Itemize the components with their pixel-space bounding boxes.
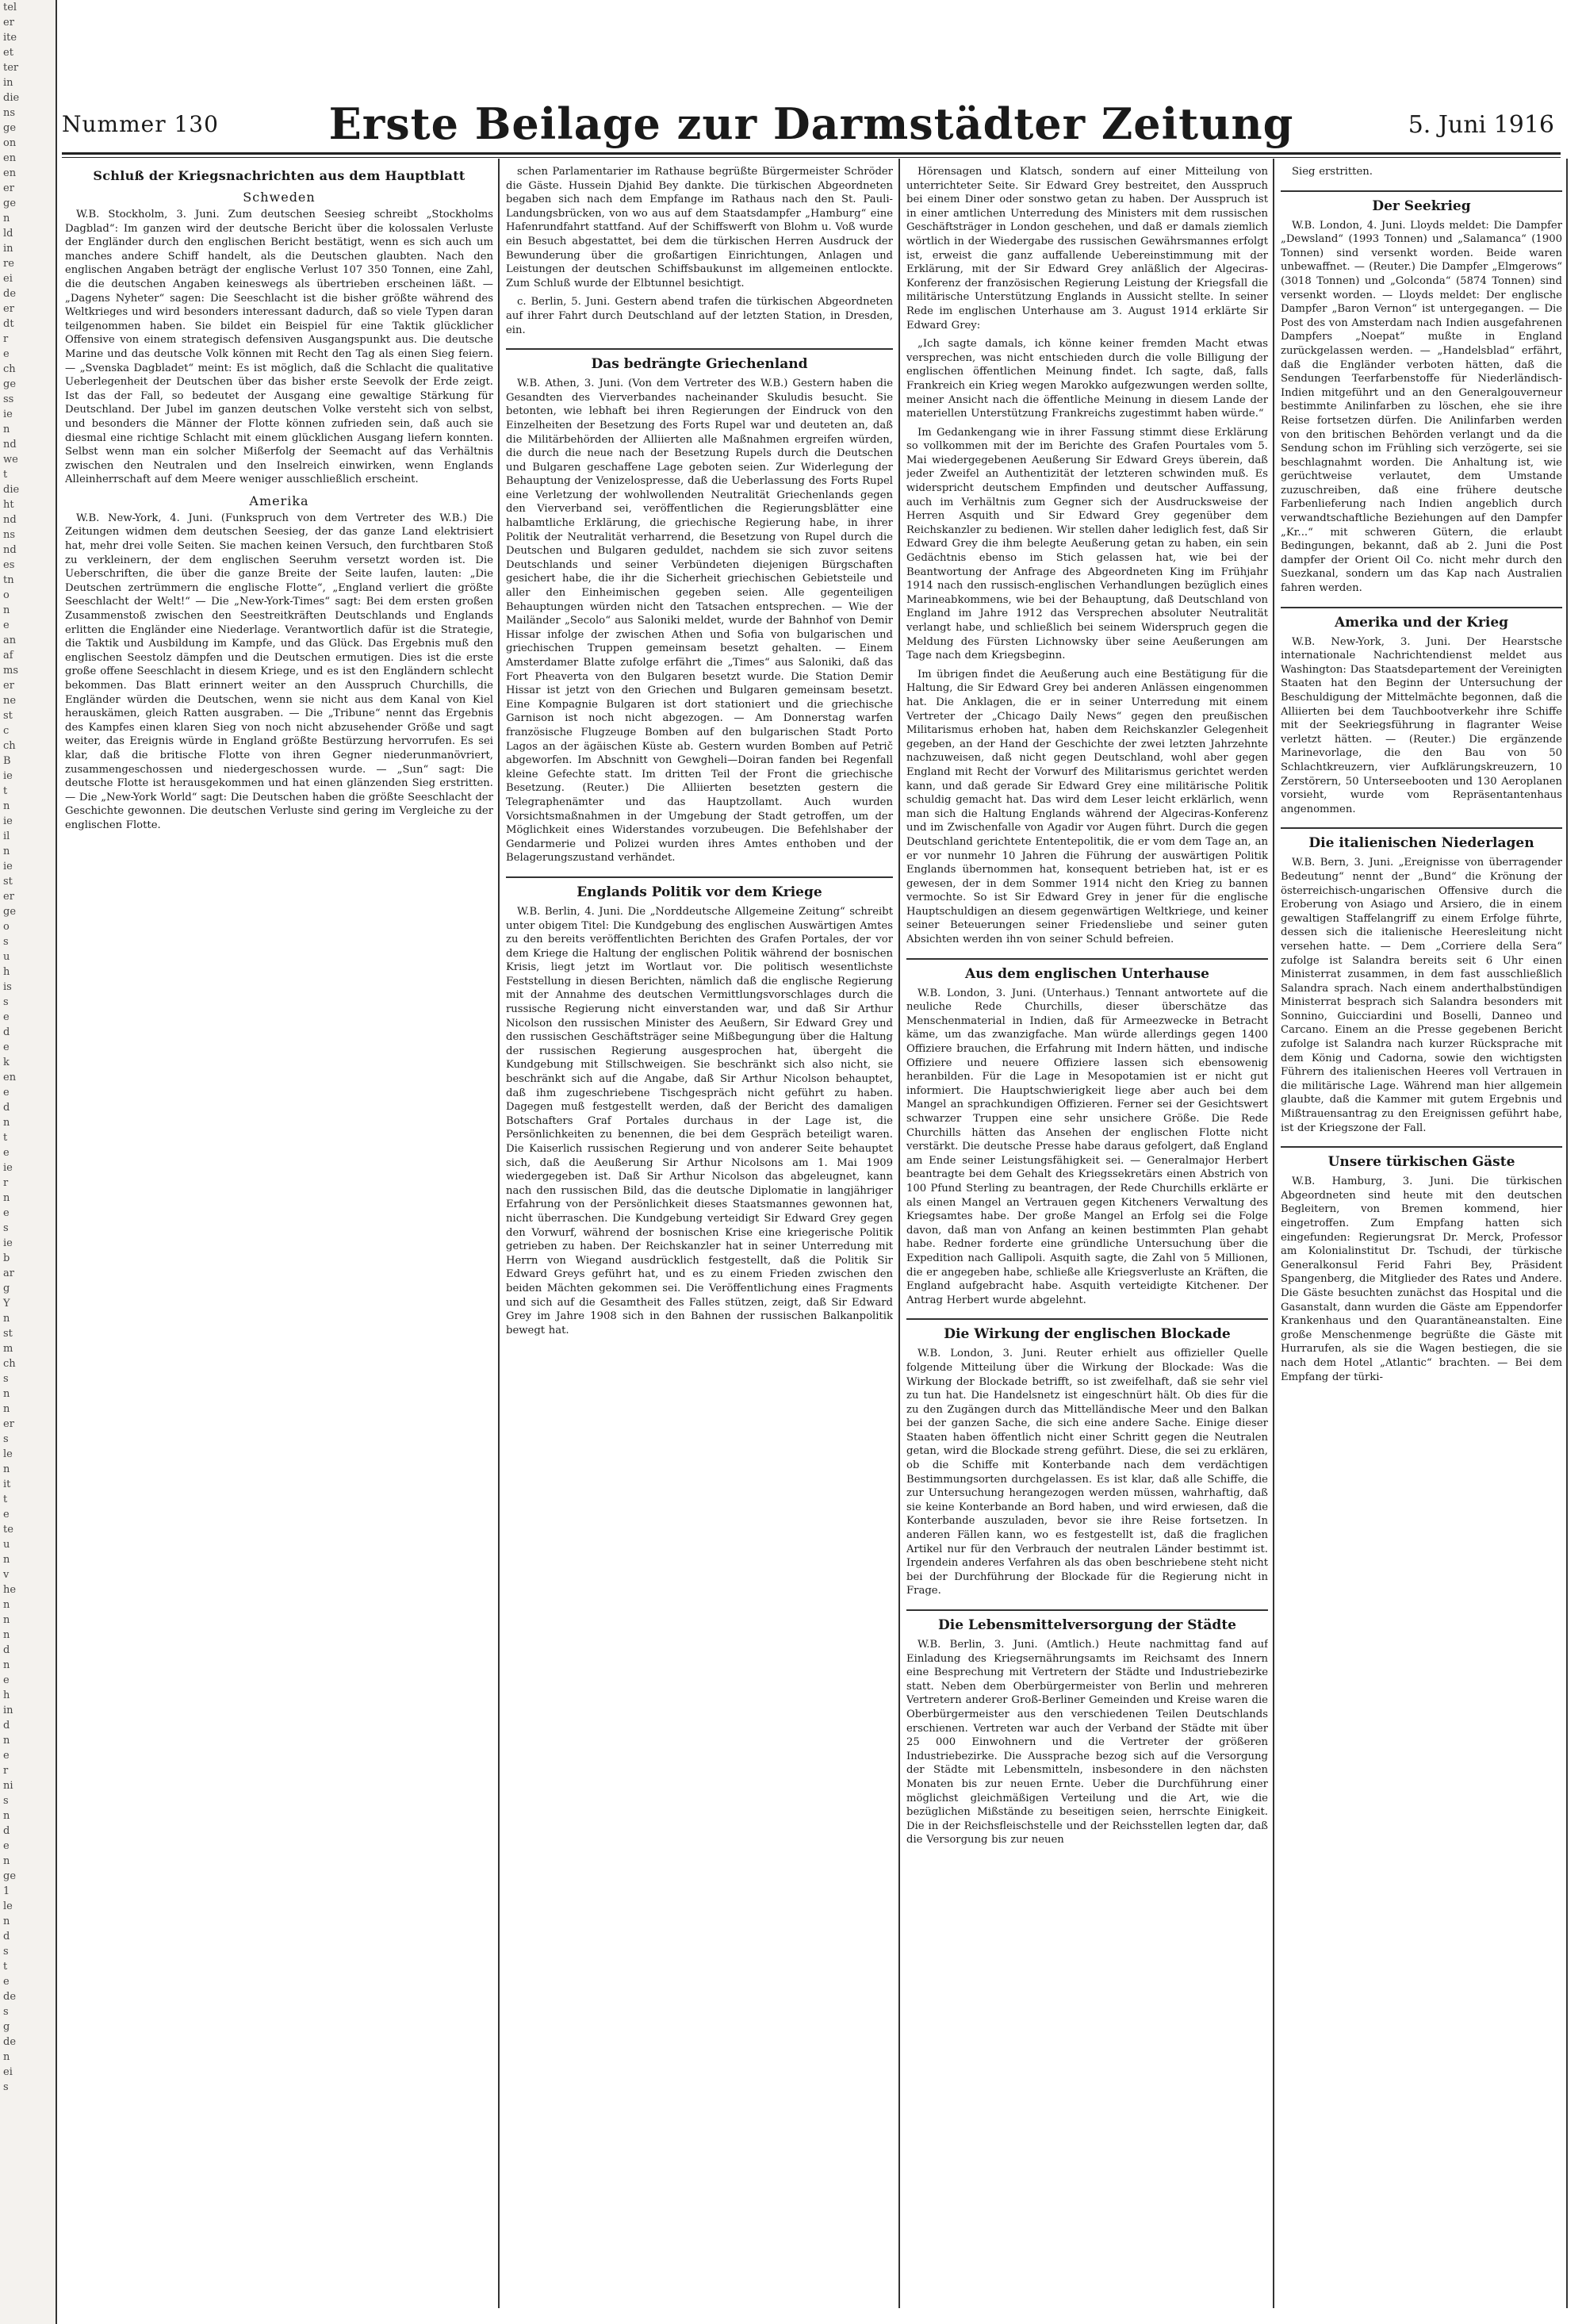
gutter-fragment: dt — [3, 318, 14, 330]
gutter-fragment: ge — [3, 198, 17, 209]
gutter-fragment: r — [3, 333, 9, 345]
gutter-fragment: n — [3, 1916, 10, 1927]
gutter-fragment: r — [3, 1765, 9, 1777]
gutter-fragment: er — [3, 17, 14, 29]
gutter-fragment: h — [3, 1689, 10, 1701]
gutter-fragment: m — [3, 1343, 13, 1355]
gutter-fragment: u — [3, 1539, 10, 1551]
gutter-fragment: o — [3, 589, 10, 601]
article-heading: Die Wirkung der englischen Blockade — [906, 1318, 1268, 1342]
gutter-fragment: nd — [3, 514, 17, 526]
gutter-fragment: ld — [3, 228, 13, 240]
gutter-fragment: st — [3, 1328, 13, 1340]
gutter-fragment: he — [3, 1584, 17, 1596]
gutter-fragment: et — [3, 47, 13, 59]
gutter-fragment: b — [3, 1252, 10, 1264]
gutter-fragment: ns — [3, 107, 16, 119]
gutter-fragment: n — [3, 604, 10, 616]
gutter-fragment: t — [3, 469, 8, 481]
gutter-fragment: ar — [3, 1267, 14, 1279]
gutter-fragment: s — [3, 2006, 9, 2018]
gutter-fragment: Y — [3, 1298, 10, 1310]
article-heading: Englands Politik vor dem Kriege — [506, 876, 893, 900]
gutter-fragment: e — [3, 1509, 10, 1521]
gutter-fragment: e — [3, 1207, 10, 1219]
gutter-fragment: g — [3, 1283, 10, 1294]
gutter-fragment: tn — [3, 574, 14, 586]
gutter-fragment: ne — [3, 695, 17, 707]
article-text: W.B. Hamburg, 3. Juni. Die türkischen Abgeordneten sind heute mit den deutschen Begleitern, von Bremen kommend, hier eingetroffen. Zum Empfang hatten sich eingefunden: Regierungsrat Dr. Merck, Professor am Kolonialinstitut Dr. Tschudi, der türkische Generalkonsul Ferid Fahri Bey, Präsident Spangenberg, die Mitglieder des Rates und Andere. Die Gäste besuchten zunächst das Hospital und die Gasanstalt, dann wurden die Gäste am Eppendorfer Krankenhaus und den Quarantäneanstalten. Eine große Menschenmenge begrüßte die Gäste mit Hurrarufen, als sie die Wagen bestiegen, die sie nach dem Hotel „Atlantic“ brachten. — Bei dem Empfang der türki- — [1281, 1175, 1562, 1383]
article-text: W.B. Athen, 3. Juni. (Von dem Vertreter des W.B.) Gestern haben die Gesandten des Vierverbandes nacheinander Skuludis besucht. Sie betonten, wie lebhaft bei ihren Regierungen der Eindruck von den Einzelheiten der Besetzung des Forts Rupel war und deuteten an, daß die Militärbehörden der Alliierten alle Maßnahmen ergreifen würden, die durch die neue nach der Besetzung Rupels durch die Deutschen und Bulgaren geschaffene Lage geboten seien. Zur Widerlegung der Behauptung der Venizelospresse, daß die Ueberlassung des Forts Rupel eine Verletzung der wohlwollenden Neutralität Griechenlands gegen den Vierverband sei, veröffentlichen die Regierungsblätter eine halbamtliche Erklärung, die griechische Regierung habe, in ihrer Politik der Neutralität verharrend, die Besetzung von Rupel durch die Deutschen und Bulgaren geduldet, nachdem sie sich zuvor seitens Deutschlands und seiner Verbündeten diejenigen Bürgschaften gesichert habe, die ihr die Sicherheit griechischen Gebietsteile und aller den Einheimischen gegeben seien. Alle gegenteiligen Behauptungen würden nicht den Tatsachen entsprechen. — Wie der Mailänder „Secolo“ aus Saloniki meldet, wurde der Bahnhof von Demir Hissar infolge der zwischen Athen und Sofia von bulgarischen und griechischen Truppen gemeinsam besetzt gehalten. — Einem Amsterdamer Blatte zufolge erfährt die „Times“ aus Saloniki, daß das Fort Pheaverta von den Bulgaren besetzt wurde. Die Station Demir Hissar ist jetzt von den Griechen und Bulgaren gemeinsam besetzt. Eine Kompagnie Bulgaren ist dort stationiert und die griechische Garnison ist noch nicht abgezogen. — Am Donnerstag warfen französische Flugzeuge Bomben auf den bulgarischen Stadt Porto Lagos an der ägäischen Küste ab. Gestern wurden Bomben auf Petrič abgeworfen. Im Abschnitt von Gewgheli—Doiran fanden bei Regenfall kleine Gefechte statt. Im dritten Teil der Front die griechische Besetzung. (Reuter.) Die Alliierten besetzten gestern die Telegraphenämter und das Hauptzollamt. Auch wurden Vorsichtsmaßnahmen in der Umgebung der Stadt getroffen, um der Möglichkeit eines Widerstandes vorzubeugen. Die Befehlshaber der Gendarmerie und Polizei wurden ihres Amtes enthoben und der Belagerungszustand verhändet. — [506, 378, 893, 865]
gutter-fragment: n — [3, 1463, 10, 1475]
gutter-fragment: an — [3, 635, 17, 646]
article-text: Hörensagen und Klatsch, sondern auf einer Mitteilung von unterrichteter Seite. Sir Edward Grey bestreitet, den Ausspruch bei einem Diner oder sonstwo getan zu haben. Der Ausspruch ist in einer amtlichen Unterredung des Ministers mit dem russischen Geschäftsträger in London geschehen, und daß er damals ziemlich wörtlich in der Wiedergabe des russischen Gewährsmannes erfolgt ist, erweist die ganz auffallende Uebereinstimmung mit der Erklärung, mit der Sir Edward Grey anläßlich der Algeciras-Konferenz der französischen Regierung Leistung der Kriegsfall die militärische Unterstützung Englands in Aussicht stellte. In seiner Rede im englischen Unterhause am 3. August 1914 erklärte Sir Edward Grey: — [906, 166, 1268, 332]
gutter-fragment: ch — [3, 363, 16, 375]
gutter-fragment: nd — [3, 439, 17, 451]
gutter-fragment: d — [3, 1931, 10, 1942]
gutter-fragment: ie — [3, 815, 13, 827]
gutter-fragment: e — [3, 1976, 10, 1988]
gutter-fragment: ms — [3, 665, 18, 677]
masthead-rule-thin — [62, 157, 1561, 158]
gutter-fragment: ch — [3, 1358, 16, 1370]
gutter-fragment: en — [3, 152, 17, 164]
gutter-fragment: d — [3, 1825, 10, 1837]
gutter-fragment: d — [3, 1026, 10, 1038]
gutter-fragment: ie — [3, 1162, 13, 1174]
gutter-fragment: on — [3, 137, 17, 149]
gutter-fragment: n — [3, 1403, 10, 1415]
gutter-fragment: d — [3, 1644, 10, 1656]
issue-date: 5. Juni 1916 — [1408, 111, 1554, 139]
gutter-fragment: e — [3, 1750, 10, 1762]
gutter-fragment: ni — [3, 1780, 13, 1792]
newspaper-title: Erste Beilage zur Darmstädter Zeitung — [328, 98, 1294, 149]
gutter-fragment: e — [3, 1041, 10, 1053]
gutter-fragment: ie — [3, 1237, 13, 1249]
column-1 — [65, 165, 493, 2307]
gutter-fragment: n — [3, 1810, 10, 1822]
gutter-fragment: ge — [3, 122, 17, 134]
gutter-fragment: il — [3, 830, 10, 842]
article-heading: Unsere türkischen Gäste — [1281, 1146, 1562, 1170]
gutter-fragment: n — [3, 1599, 10, 1611]
gutter-fragment: n — [3, 1192, 10, 1204]
gutter-fragment: e — [3, 1011, 10, 1023]
article-text: c. Berlin, 5. Juni. Gestern abend trafen die türkischen Abgeordneten auf ihrer Fahrt durch Deutschland auf der letzten Station, in Dresden, ein. — [506, 296, 893, 336]
article-text: W.B. New-York, 3. Juni. Der Hearstsche internationale Nachrichtendienst meldet aus Washington: Das Staatsdepartement der Vereinigten Staaten hat den Beginn der Untersuchung der Beschuldigung der Mittelmächte begonnen, daß die Alliierten bei dem Tauchbootverkehr ihre Schiffe mit der Seekriegsführung in flagranter Weise verletzt hätten. — (Reuter.) Die ergänzende Marinevorlage, die den Bau von 50 Schlachtkreuzern, vier Aufklärungskreuzern, 10 Zerstörern, 50 Unterseebooten und 130 Aeroplanen vorsieht, wurde vom Repräsentantenhaus angenommen. — [1281, 635, 1562, 815]
article-text: W.B. Bern, 3. Juni. „Ereignisse von überragender Bedeutung“ nennt der „Bund“ die Krönung der österreichisch-ungarischen Offensive durch die Eroberung von Asiago und Arsiero, die in einem gewaltigen Staffelangriff zu einem Erfolge führte, dessen sich die italienische Heeresleitung nicht versehen hatte. — Dem „Corriere della Sera“ zufolge ist Salandra bereits seit 6 Uhr einen Ministerrat zusammen, in dem fast ausschließlich Salandra sprach. Nach einem anderthalbstündigen Ministerrat besprach sich Salandra besonders mit Sonnino, Guicciardini und Boselli, Danneo und Carcano. Einem an die Presse gegebenen Bericht zufolge ist Salandra nach kurzer Rücksprache mit dem König und Cadorna, sowie den wichtigsten Führern des italienischen Heeres voll Vertrauen in die militärische Lage. Während man hier allgemein glaubte, daß die Kammer mit gutem Ergebnis und Mißtrauensantrag zu den Ereignissen geführt habe, ist der Kriegszone der Fall. — [1281, 857, 1562, 1134]
gutter-fragment: e — [3, 348, 10, 360]
gutter-fragment: n — [3, 1388, 10, 1400]
issue-number: Nummer 130 — [62, 111, 219, 137]
gutter-fragment: le — [3, 1448, 13, 1460]
gutter-fragment: st — [3, 876, 13, 888]
column-divider — [898, 159, 900, 2308]
gutter-fragment: t — [3, 785, 8, 797]
gutter-fragment: ch — [3, 740, 16, 752]
gutter-fragment: c — [3, 725, 10, 737]
gutter-fragment: we — [3, 454, 18, 466]
gutter-fragment: die — [3, 92, 20, 104]
article-text: W.B. New-York, 4. Juni. (Funkspruch von dem Vertreter des W.B.) Die Zeitungen widmen dem deutschen Seesieg, der das ganze Land elektrisiert hat, mehr drei volle Seiten. Sie machen keinen Versuch, den furchtbaren Stoß zu verkleinern, der dem englischen Seeruhm versetzt worden ist. Die Ueberschriften, die über die ganze Breite der Seite laufen, lauten: „Die Deutschen zertrümmern die englische Flotte“, „England verliert die größte Seeschlacht der Welt!“ — Die „New-York-Times“ sagt: Bei dem ersten großen Zusammenstoß zwischen den Seestreitkräften Deutschlands und Englands erlitten die Engländer eine Niederlage. Verantwortlich dafür ist die Strategie, die Taktik und Ausbildung im Kampfe, und das Glück. Das Ergebnis muß den englischen Seestolz dämpfen und die Deutschen ermutigen. Dies ist die erste große offene Seeschlacht in diesem Kriege, und es ist den Engländern schlecht bekommen. Das Blatt erinnert weiter an den Ausspruch Churchills, die Engländer würden die Deutschen, wenn sie nicht aus dem Kanal von Kiel herauskämen, gleich Ratten ausgraben. — Die „Tribune“ nennt das Ergebnis des Kampfes einen klaren Sieg von noch nicht abzusehender Größe und sagt weiter, das Ereignis würde in England größte Bestürzung hervorrufen. Es sei klar, daß die britische Flotte von ihren Gegner niederunmanövriert, zusammengeschossen und niedergeschossen wurde. — „Sun“ sagt: Die deutsche Flotte ist herausgekommen und hat einen glänzenden Sieg erstritten. — Die „New-York World“ sagt: Die Deutschen haben die größte Seeschlacht der Geschichte gewonnen. Die deutschen Verluste sind gering im Vergleiche zu der englischen Flotte. — [65, 512, 493, 831]
article-text: Sieg erstritten. — [1292, 166, 1373, 178]
gutter-fragment: ie — [3, 408, 13, 420]
gutter-fragment: en — [3, 167, 17, 179]
gutter-fragment: n — [3, 1855, 10, 1867]
gutter-fragment: B — [3, 755, 11, 767]
gutter-fragment: e — [3, 1674, 10, 1686]
gutter-fragment: n — [3, 2051, 10, 2063]
column-4 — [1281, 165, 1562, 2307]
article-heading: Das bedrängte Griechenland — [506, 348, 893, 372]
article-quote: „Ich sagte damals, ich könne keiner fremden Macht etwas versprechen, was nicht entschieden durch die volle Billigung der englischen öffentlichen Meinung findet. Ich sagte, daß, falls Frankreich ein Krieg wegen Marokko aufgezwungen werden sollte, meiner Ansicht nach die öffentliche Meinung in diesem Lande der materiellen Unterstützung Frankreichs zugestimmt haben würde.“ — [906, 338, 1268, 420]
article-text: Im Gedankengang wie in ihrer Fassung stimmt diese Erklärung so vollkommen mit der im Berichte des Grafen Pourtales vom 5. Mai wiedergegebenen Aeußerung Sir Edward Greys überein, daß jeder Zweifel an Authentizität der letzteren schwinden muß. Es widerspricht deutschem Empfinden und deutscher Auffassung, auch im Verhältnis zum Gegner sich der Ausdrucksweise der Herren Asquith und Sir Edward Grey gegenüber dem Reichskanzler zu bedienen. Wir stellen daher lediglich fest, daß Sir Edward Grey die ihm belegte Aeußerung getan zu haben, ein sein Gedächtnis ebenso im Stich gelassen hat, wie bei der Beantwortung der Anfrage des Abgeordneten King im Frühjahr 1914 nach den russisch-englischen Verhandlungen bezüglich eines Marineabkommens, wie bei der Behauptung, daß Deutschland von England im Jahre 1912 das Versprechen absoluter Neutralität verlangt habe, und schließlich bei seinem Widerspruch gegen die Meldung des Fürsten Lichnowsky über seine Aeußerungen am Tage nach dem Kriegsbeginn. — [906, 426, 1268, 662]
article-text: W.B. Berlin, 3. Juni. (Amtlich.) Heute nachmittag fand auf Einladung des Kriegsernährungsamts im Reichsamt des Innern eine Besprechung mit Vertretern der Städte und Industriebezirke statt. Neben dem Oberbürgermeister von Berlin und mehreren Vertretern anderer Groß-Berliner Gemeinden und Kreise waren die Oberbürgermeister aus den verschiedenen Teilen Deutschlands erschienen. Vertreten war auch der Verband der Städte mit über 25 000 Einwohnern und die Vertreter der größeren Industriebezirke. Die Aussprache bezog sich auf die Versorgung der Städte mit Lebensmitteln, insbesondere in den nächsten Monaten bis zur neuen Ernte. Ueber die Durchführung einer möglichst gleichmäßigen Verteilung und die Art, wie die bezüglichen Mißstände zu beseitigen seien, herrschte Einigkeit. Die in der Reichsfleischstelle und der Reichsstellen legten dar, daß die Versorgung bis zur neuen — [906, 1639, 1268, 1847]
gutter-fragment: de — [3, 288, 17, 300]
column-divider — [1566, 159, 1568, 2308]
gutter-fragment: n — [3, 846, 10, 857]
gutter-fragment: tel — [3, 2, 17, 13]
gutter-fragment: ge — [3, 378, 17, 390]
gutter-fragment: die — [3, 484, 20, 496]
gutter-fragment: re — [3, 258, 14, 270]
gutter-fragment: n — [3, 424, 10, 435]
article-heading: Aus dem englischen Unterhause — [906, 958, 1268, 982]
gutter-fragment: ei — [3, 2066, 13, 2078]
gutter-fragment: s — [3, 996, 9, 1008]
gutter-fragment: n — [3, 1735, 10, 1747]
gutter-fragment: n — [3, 1554, 10, 1566]
article-text: W.B. Berlin, 4. Juni. Die „Norddeutsche Allgemeine Zeitung“ schreibt unter obigem Titel: Die Kundgebung des englischen Auswärtigen Amtes zu den bereits veröffentlichten Berichten des Grafen Portales, der vor dem Kriege die Haltung der englischen Politik während der bosnischen Krisis, liegt jetzt im Wortlaut vor. Die politisch wesentlichste Feststellung in diesen Berichten, nämlich daß die englische Regierung mit der Annahme des deutschen Vermittlungsvorschlages durch die russische Regierung nicht einverstanden war, und daß Sir Arthur Nicolson den russischen Minister des Aeußern, Sir Edward Grey und den russischen Geschäftsträger seine Mißbegungung über die Haltung der russischen Regierung ausgesprochen hat, übergeht die Kundgebung mit Stillschweigen. Sie beschränkt sich also nicht, sie beschränkt sich auf die Angabe, daß Sir Arthur Nicolson behauptet, daß ihm zugeschriebene Tischgespräch nicht geführt zu haben. Dagegen muß festgestellt werden, daß der Bericht des damaligen Botschafters Graf Portales durchaus in der Lage ist, die Persönlichkeiten zu benennen, die bei dem Gespräch beteiligt waren. Die Kaiserlich russischen Regierung und von anderer Seite behauptet sich, daß die Aeußerung Sir Arthur Nicolsons am 1. Mai 1909 wiedergegeben ist. Daß Sir Arthur Nicolson das abgeleugnet, kann nach den russischen Bild, das die deutsche Diplomatie in langjähriger Erfahrung von der Persönlichkeit dieses Staatsmannes gewonnen hat, nicht überraschen. Die Kundgebung verteidigt Sir Edward Grey gegen den Vorwurf, während der bosnischen Krise eine kriegerische Politik getrieben zu haben. Der Reichskanzler hat in seiner Unterredung mit Herrn von Wiegand ausdrücklich festgestellt, daß die Politik Sir Edward Greys geführt hat, und es zu einem Frieden zwischen den beiden Mächten gekommen sei. Die Veröffentlichung eines Fragments und sich auf die Gesamtheit des Falles stützen, zeigt, daß Sir Edward Grey im Jahre 1908 sich in den Bahnen der russischen Balkanpolitik bewegt hat. — [506, 905, 893, 1336]
gutter-fragment: ht — [3, 499, 14, 511]
gutter-fragment: e — [3, 619, 10, 631]
gutter-fragment: n — [3, 800, 10, 812]
article-text: schen Parlamentarier im Rathause begrüßte Bürgermeister Schröder die Gäste. Hussein Djahid Bey dankte. Die türkischen Abgeordneten begaben sich nach dem Empfange im Rathaus nach den St. Pauli-Landungsbrücken, von wo aus auf dem Staatsdampfer „Hamburg“ eine Hafenrundfahrt stattfand. Auf der Schiffswerft von Blohm u. Voß wurde ein Besuch abgestattet, bei dem die türkischen Herren Ausdruck der Bewunderung über die großartigen Einrichtungen, Anlagen und Leistungen der deutschen Schiffsbaukunst im allgemeinen entlockte. Zum Schluß wurde der Elbtunnel besichtigt. — [506, 166, 893, 290]
gutter-fragment: t — [3, 1494, 8, 1505]
gutter-fragment: en — [3, 1072, 17, 1083]
gutter-fragment: t — [3, 1961, 8, 1973]
subsection-heading: Schweden — [243, 190, 316, 205]
gutter-fragment: is — [3, 981, 12, 993]
gutter-fragment: e — [3, 1087, 10, 1099]
gutter-fragment: ge — [3, 1870, 17, 1882]
article-heading: Die italienischen Niederlagen — [1281, 827, 1562, 851]
gutter-fragment: er — [3, 1418, 14, 1430]
article-text: W.B. Stockholm, 3. Juni. Zum deutschen Seesieg schreibt „Stockholms Dagblad“: Im ganzen wird der deutsche Bericht über die kolossalen Verluste der Engländer durch den englischen Bericht bestätigt, wenn es sich auch um manches andere Schiff handelt, als die Deutschen glaubten. Nach den englischen Angaben beträgt der englische Verlust 107 350 Tonnen, eine Zahl, die die deutschen Angaben keineswegs als übertrieben erscheinen läßt. — „Dagens Nyheter“ sagen: Die Seeschlacht ist die bisher größte während des Weltkrieges und wird besonders interessant dadurch, daß so viele Typen daran teilgenommen haben. Sie bildet ein Beispiel für eine Taktik glücklicher Offensive von einem strategisch defensiven Ausgangspunkt aus. Die deutsche Marine und das deutsche Volk können mit Recht den Tag als einen Sieg feiern. — „Svenska Dagbladet“ meint: Es ist möglich, daß die Schlacht die qualitative Ueberlegenheit der Deutschen über das bisher erste Seevolk der Erde zeigt. Ist das der Fall, so bedeutet der Ausgang eine gewaltige Stärkung für Deutschland. Der Jubel im ganzen deutschen Volke versteht sich von selbst, und besonders die Männer der Flotte können zufrieden sein, daß auch sie diesmal eine richtige Schlacht mit einem glücklichen Ausgang liefern konnten. Selbst wenn man ein solcher Mißerfolg der Seemacht auf das Verhältnis zwischen den Neutralen und den Inselreich einwirken, wenn Englands Alleinherrschaft auf dem Meere weniger ausschließlich erscheint. — [65, 209, 493, 486]
gutter-fragment: es — [3, 559, 15, 571]
gutter-fragment: s — [3, 2081, 9, 2093]
column-divider — [498, 159, 500, 2308]
gutter-fragment: d — [3, 1720, 10, 1731]
article-text: Im übrigen findet die Aeußerung auch eine Bestätigung für die Haltung, die Sir Edward Grey bei anderen Anlässen eingenommen hat. Die Anklagen, die er in seiner Unterredung mit einem Vertreter der „Chicago Daily News“ gegen den preußischen Militarismus erhoben hat, haben dem Reichskanzler Gelegenheit gegeben, an der Hand der Geschichte der zwei letzten Jahrzehnte nachzuweisen, daß nicht gegen Deutschland, wohl aber gegen England mit Recht der Vorwurf des Militarismus gerichtet werden kann, und daß gerade Sir Edward Grey eine militärische Politik schuldig gemacht hat. Das wird dem Leser leicht erklärlich, wenn man sich die Haltung Englands während der Algeciras-Konferenz und im Zwischenfalle von Agadir vor Augen führt. Durch die gegen Deutschland gerichtete Ententepolitik, die er vom dem Tage an, an er vor nunmehr 10 Jahren die Führung der auswärtigen Politik Englands übernommen hat, konsequent betrieben hat, ist er es gewesen, der in dem Sommer 1914 nicht den Krieg zu bannen vermochte. So ist Sir Edward Grey in jener für die englische Hauptschuldigen an diesem gegenwärtigen Weltkriege, und keiner seiner Beteuerungen seiner Friedensliebe und seiner guten Absichten werden ihn von seiner Schuld befreien. — [906, 668, 1268, 946]
gutter-fragment: s — [3, 1373, 9, 1385]
gutter-fragment: de — [3, 2036, 17, 2048]
gutter-fragment: s — [3, 1946, 9, 1958]
gutter-fragment: n — [3, 1614, 10, 1626]
gutter-fragment: er — [3, 680, 14, 692]
masthead — [62, 94, 1561, 151]
gutter-fragment: ie — [3, 861, 13, 872]
article-text: W.B. London, 3. Juni. (Unterhaus.) Tennant antwortete auf die neuliche Rede Churchills, dieser überschätze das Menschenmaterial in Indien, daß für Armeezwecke in Betracht käme, um das zwanzigfache. Man würde allerdings gegen 1400 Offiziere brauchen, die Erfahrung mit Indern hätten, und indische Offiziere und neuere Offiziere lassen sich ebensowenig heranbilden. Für die Lage in Mesopotamien ist er nicht gut informiert. Die Hauptschwierigkeit liege aber auch bei dem Mangel an sprachkundigen Offizieren. Ferner sei der Gesichtswert schwarzer Truppen eine sehr unsichere Größe. Die Rede Churchills hätten das Ansehen der englischen Flotte nicht verstärkt. Die deutsche Presse habe daraus gefolgert, daß England am Ende seiner Leistungsfähigkeit sei. — Generalmajor Herbert beantragte bei dem Gehalt des Kriegssekretärs einen Abstrich von 100 Pfund Sterling zu beantragen, der Rede Churchills erklärte er als einen Mangel an Vertrauen gegen Kitcheners Verwaltung des Kriegsamtes habe. Der große Mangel an Erfolg sei die Folge davon, daß man von Anfang an keinen bestimmten Plan gehabt habe. Redner forderte eine gründliche Untersuchung über die Expedition nach Gallipoli. Asquith sagte, die Zahl von 5 Millionen, die er angegeben habe, schließe alle Kriegsverluste an Kräften, die England aufgebracht habe. Asquith verteidigte Kitchener. Der Antrag Herbert wurde abgelehnt. — [906, 987, 1268, 1306]
column-3 — [906, 165, 1268, 2307]
gutter-fragment: ite — [3, 32, 17, 44]
article-heading: Die Lebensmittelversorgung der Städte — [906, 1609, 1268, 1633]
gutter-fragment: af — [3, 650, 13, 662]
gutter-fragment: in — [3, 243, 13, 255]
gutter-fragment: te — [3, 1524, 13, 1536]
gutter-fragment: in — [3, 1705, 13, 1716]
gutter-fragment: st — [3, 710, 13, 722]
masthead-rule — [62, 152, 1561, 155]
adjacent-page-gutter — [0, 0, 57, 2324]
gutter-fragment: n — [3, 1659, 10, 1671]
gutter-fragment: er — [3, 182, 14, 194]
gutter-fragment: h — [3, 966, 10, 978]
gutter-fragment: le — [3, 1900, 13, 1912]
gutter-fragment: o — [3, 921, 10, 933]
gutter-fragment: r — [3, 1177, 9, 1189]
gutter-fragment: er — [3, 303, 14, 315]
gutter-fragment: n — [3, 1117, 10, 1129]
article-heading: Der Seekrieg — [1281, 190, 1562, 214]
gutter-fragment: er — [3, 891, 14, 903]
gutter-fragment: n — [3, 1629, 10, 1641]
gutter-fragment: in — [3, 77, 13, 89]
gutter-fragment: s — [3, 1222, 9, 1234]
gutter-fragment: t — [3, 1132, 8, 1144]
section-heading: Schluß der Kriegsnachrichten aus dem Hauptblatt — [93, 168, 465, 183]
gutter-fragment: 1 — [3, 1885, 10, 1897]
gutter-fragment: u — [3, 951, 10, 963]
subsection-heading: Amerika — [249, 493, 309, 508]
gutter-fragment: e — [3, 1147, 10, 1159]
gutter-fragment: nd — [3, 544, 17, 556]
gutter-fragment: it — [3, 1478, 11, 1490]
gutter-fragment: s — [3, 1795, 9, 1807]
gutter-fragment: n — [3, 1313, 10, 1325]
gutter-fragment: ge — [3, 906, 17, 918]
gutter-fragment: s — [3, 1433, 9, 1445]
gutter-fragment: ns — [3, 529, 16, 541]
article-heading: Amerika und der Krieg — [1281, 607, 1562, 631]
column-divider — [1273, 159, 1274, 2308]
column-2 — [506, 165, 893, 2307]
gutter-fragment: de — [3, 1991, 17, 2003]
gutter-fragment: k — [3, 1057, 10, 1068]
article-text: W.B. London, 4. Juni. Lloyds meldet: Die Dampfer „Dewsland“ (1993 Tonnen) und „Salamanca“ (1900 Tonnen) sind versenkt worden. Beide waren unbewaffnet. — (Reuter.) Die Dampfer „Elmgerows“ (3018 Tonnen) und „Golconda“ (5874 Tonnen) sind versenkt worden. — Lloyds meldet: Der englische Dampfer „Baron Vernon“ ist untergegangen. — Die Post des von Amsterdam nach Indien ausgefahrenen Dampfers „Noepat“ mußte in England zurückgelassen werden. — „Handelsblad“ erfährt, daß die Engländer verboten hätten, daß die Sendungen Teerfarbenstoffe für Niederländisch-Indien mitgeführt und an den Generalgouverneur bestimmte Anilinfarben zu löschen, ehe sie ihre Reise fortsetzen dürfen. Die Anilinfarben werden von den britischen Behörden verlangt und da die Sendung schon im Frühling sich verzögerte, sei sie beschlagnahmt worden. Die Anhaltung ist, wie gerüchtweise verlautet, dem Umstande zuzuschreiben, daß eine frühere deutsche Farbenlieferung nach Indien angeblich durch verwandtschaftliche Beziehungen auf den Dampfer „Kr...“ mit schweren Gütern, die erlaubt Bedingungen, bekannt, daß ab 2. Juni die Post dampfer der Orient Oil Co. nicht mehr durch den Suezkanal, sondern um das Kap nach Australien fahren werden. — [1281, 219, 1562, 595]
gutter-fragment: ie — [3, 770, 13, 782]
article-text: W.B. London, 3. Juni. Reuter erhielt aus offizieller Quelle folgende Mitteilung über die Wirkung der Blockade: Was die Wirkung der Blockade betrifft, so ist zweifelhaft, daß sie sehr viel zu tun hat. Die Handelsnetz ist eingeschnürt hält. Ob dies für die zu den Zugängen durch das Mittelländische Meer und den Balkan bei der ganzen Sache, die sich eine andere Sache. Einige dieser Staaten haben öffentlich nicht einer Schritt gegen die Neutralen getan, wird die Blockade streng geführt. Diese, die sei zu erklären, ob die Schiffe mit Konterbande nach dem verdächtigen Bestimmungsorten durchgelassen. Es ist klar, daß alle Schiffe, die zur Untersuchung herangezogen werden müssen, wahrhaftig, daß sie keine Konterbande an Bord haben, und wird erwiesen, daß die Konterbande auszuladen, bevor sie ihre Reise fortsetzen. In anderen Fällen kann, wo es festgestellt ist, daß die fraglichen Artikel nur für den Verbrauch der neutralen Länder bestimmt ist. Irgendein anderes Verfahren als das oben beschriebene steht nicht bei der Durchführung der Blockade für die Regierung nicht in Frage. — [906, 1348, 1268, 1597]
gutter-fragment: v — [3, 1569, 10, 1581]
gutter-fragment: d — [3, 1102, 10, 1114]
gutter-fragment: s — [3, 936, 9, 948]
gutter-fragment: ter — [3, 62, 19, 74]
gutter-fragment: e — [3, 1840, 10, 1852]
gutter-fragment: n — [3, 213, 10, 224]
gutter-fragment: ei — [3, 273, 13, 285]
gutter-fragment: g — [3, 2021, 10, 2033]
gutter-fragment: ss — [3, 393, 14, 405]
